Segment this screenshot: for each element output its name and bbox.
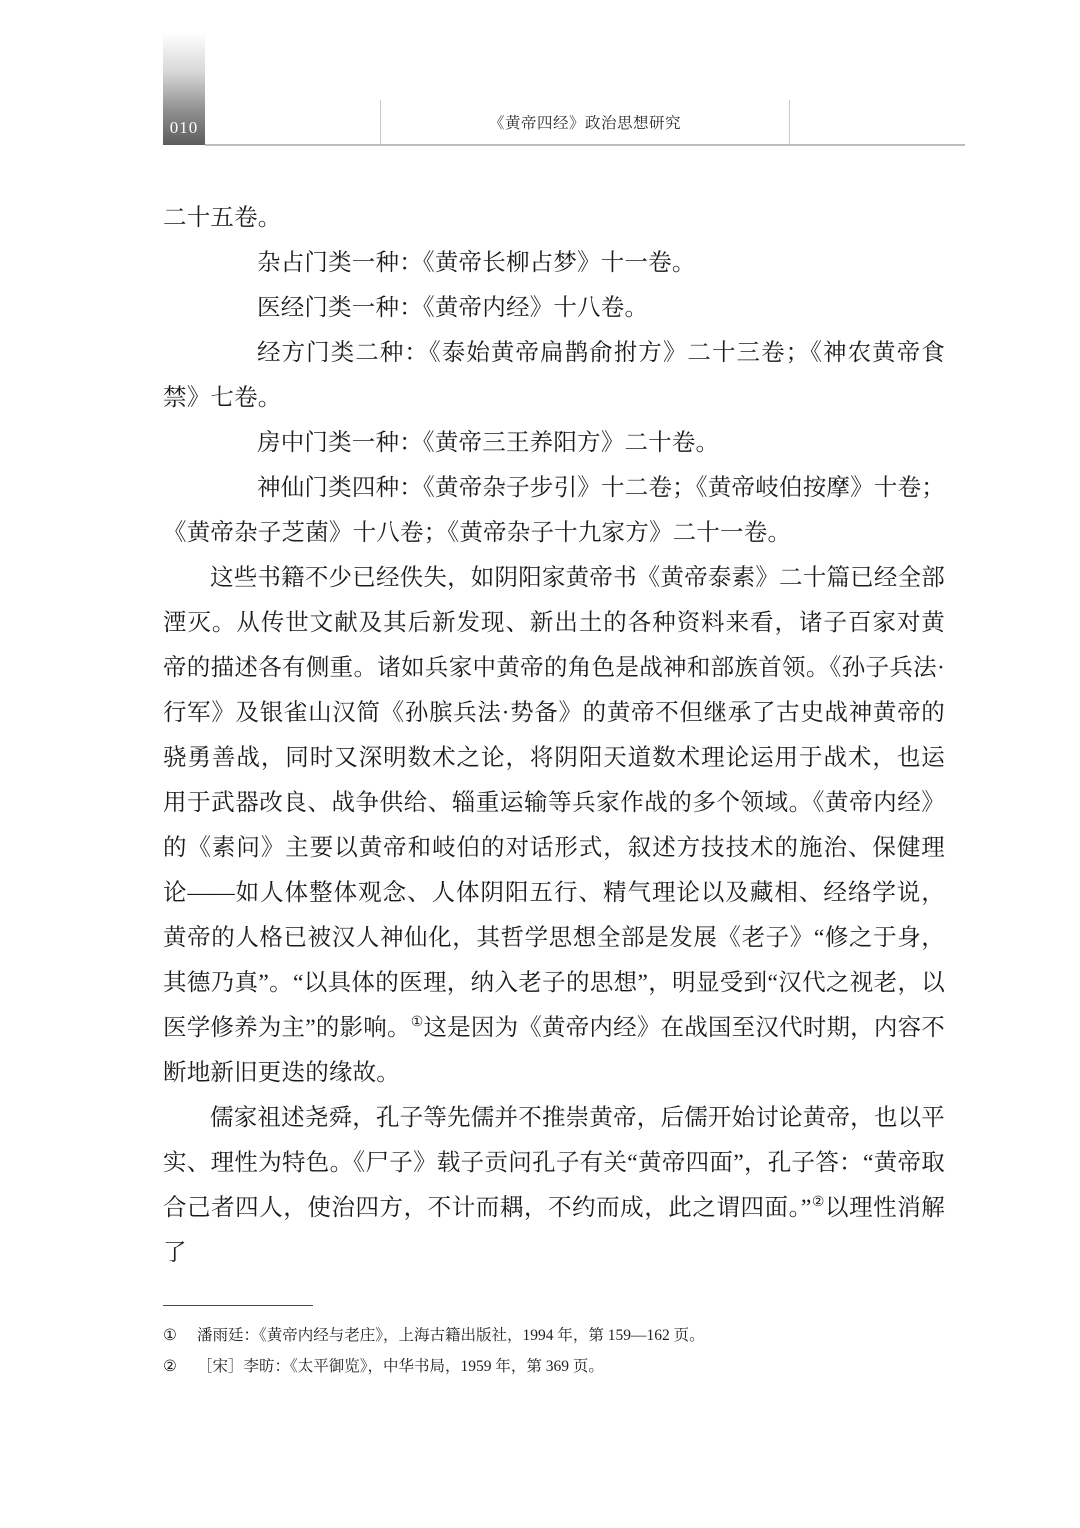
paragraph-2-text-b: 以理性消解了 xyxy=(163,1195,945,1266)
page-body xyxy=(163,196,945,1276)
page-header xyxy=(0,0,1080,150)
paragraph-volume: 二十五卷。 xyxy=(163,205,282,231)
page-number: 010 xyxy=(169,117,199,137)
footnote-divider xyxy=(163,1305,313,1306)
footnote-item xyxy=(163,1320,945,1351)
footnote-text: 潘雨廷：《黄帝内经与老庄》，上海古籍出版社，1994 年，第 159—162 页。 xyxy=(197,1327,705,1344)
list-item: 医经门类一种：《黄帝内经》十八卷。 xyxy=(257,295,649,321)
paragraph-2-text-a: 儒家祖述尧舜，孔子等先儒并不推崇黄帝，后儒开始讨论黄帝，也以平实、理性为特色。《尸子》载子贡问孔子有关“黄帝四面”，孔子答：“黄帝取合己者四人，使治四方，不计而耦，不约而成，此之谓四面。” xyxy=(163,1105,945,1221)
footnote-area xyxy=(163,1320,945,1382)
paragraph-1-text-b: 这是因为《黄帝内经》在战国至汉代时期，内容不断地新旧更迭的缘故。 xyxy=(163,1015,945,1086)
footnote-marker: ① xyxy=(163,1327,177,1344)
footnote-text: ［宋］李昉：《太平御览》，中华书局，1959 年，第 369 页。 xyxy=(197,1358,604,1375)
list-item: 神仙门类四种：《黄帝杂子步引》十二卷；《黄帝岐伯按摩》十卷；《黄帝杂子芝菌》十八卷；《黄帝杂子十九家方》二十一卷。 xyxy=(163,475,945,546)
footnote-reference-2[interactable]: ② xyxy=(811,1195,826,1211)
running-title-box xyxy=(380,100,790,144)
footnote-reference-1[interactable]: ① xyxy=(410,1015,424,1031)
list-item: 经方门类二种：《泰始黄帝扁鹊俞拊方》二十三卷；《神农黄帝食禁》七卷。 xyxy=(163,340,945,411)
header-divider xyxy=(205,144,965,146)
list-item: 杂占门类一种：《黄帝长柳占梦》十一卷。 xyxy=(257,250,696,276)
paragraph-main-2 xyxy=(163,1096,945,1276)
paragraph-main-1 xyxy=(163,556,945,1096)
paragraph-1-text-a: 这些书籍不少已经佚失，如阴阳家黄帝书《黄帝泰素》二十篇已经全部湮灭。从传世文献及其后新发现、新出土的各种资料来看，诸子百家对黄帝的描述各有侧重。诸如兵家中黄帝的角色是战神和部族首领。《孙子兵法·行军》及银雀山汉简《孙膑兵法·势备》的黄帝不但继承了古史战神黄帝的骁勇善战，同时又深明数术之论，将阴阳天道数术理论运用于战术，也运用于武器改良、战争供给、辎重运输等兵家作战的多个领域。《黄帝内经》的《素问》主要以黄帝和岐伯的对话形式，叙述方技技术的施治、保健理论——如人体整体观念、人体阴阳五行、精气理论以及藏相、经络学说，黄帝的人格已被汉人神仙化，其哲学思想全部是发展《老子》“修之于身，其德乃真”。“以具体的医理，纳入老子的思想”，明显受到“汉代之视老，以医学修养为主”的影响。 xyxy=(163,565,945,1041)
footnote-item xyxy=(163,1351,945,1382)
list-item: 房中门类一种：《黄帝三王养阳方》二十卷。 xyxy=(257,430,720,456)
footnote-marker: ② xyxy=(163,1358,177,1375)
running-title: 《黄帝四经》政治思想研究 xyxy=(488,115,681,132)
